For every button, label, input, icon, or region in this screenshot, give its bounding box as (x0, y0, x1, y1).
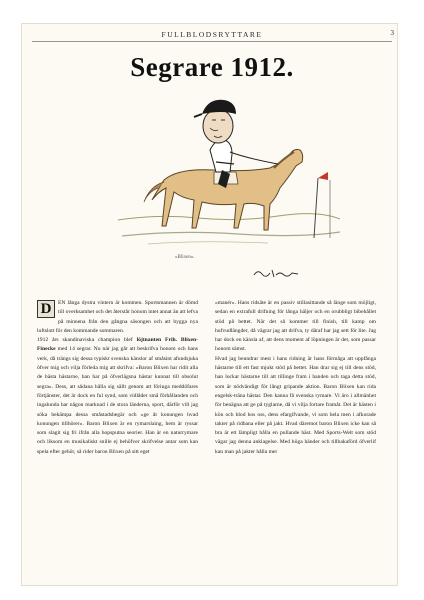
drop-cap: D (37, 300, 55, 318)
illustration-caption: »Blixen«. (175, 255, 195, 260)
page-number: 3 (390, 29, 394, 37)
article-paragraph (215, 299, 376, 355)
paragraph-text: »manér». Hans ridsäte är en passiv stillasittande så länge som möjligt, sedan en extrafull drifning för långa häljer och en orubbligt bibehållet stöd på bettet. När det så kommer till finish, till kamp om hufvudlängder, då vägrar jag att drifva, ty däraf har jag sett för lite. Jag har dock en känsla af, att dens moment af löpningen är det, som passar honom sämst. (215, 300, 376, 353)
article-column-right (215, 299, 376, 457)
article-paragraph (215, 355, 376, 457)
paragraph-text: Hvad jag beundrar mest i hans ridning är hans förmåga att uppfånga hästarne till ett fast mjukt stöd på bettet. Han drar sig ej till dens stöd, han lockar hästarne till att tillinge fram i handen och taga detta stöd, som är nödvändigt för långt gripande aktion. Baron Blixen kan rida engelsk-träna hästar. Den kanna få svenska rymare. Vi äro i allmänhet för benägna att ge på tyglarne, då vi vilja fortare framåt. Det är hästen i kön och blod hos oss, dens efargifvande, vi som hela men i afkorade takter på ridbana eller på jakt. Hvad däremot baron Blixen icke kan så bra är ett lämpligt hålla en pullande häst. Med Sports-Welt som stöd vägar jag denna anklagelse. Med höga händer och tillbakaförd öfverlif kan man på jakter hålla mer (215, 355, 376, 455)
article-column-left (37, 299, 198, 457)
header-rule (32, 41, 392, 42)
paragraph-text: EN långa dystra vintern är kommen. Sportsmannen är dömd till overksamhet och det återstår honom intet annat än att lefva på minnena från den gångna säsongen och att bygga nya luftslott för den kommande sommaren. (37, 300, 198, 334)
paragraph-text: med 14 segrar. Nu när jag går att beskrifva honom och hans verk, då trängs sig dessa typiskt svenska känslor af småsint afundsjuka öfver mig och vilja förleda mig att skrifva: »Baron Blixen har ridit alla de bästa hästarne, han har på öfverlägsna hästar kunnat till obsolut segra». Dess, att sådana hålla sig sällt genom att föringa meddöfares förtjänster, det är dock en ful synd, som vidlåder små förhållanden och ingalunda har någon marknad i de stora länderna, sport, därför vill jag söka bekämpa dessa småstadsbegär och »ge åt konungen hvad konungen tillhörer». Baron Blixen är en rymarslaing, hem är ryssar som slagit sig fri ifrån alla hopsputna seorier. Han är en naturrymare och liksom en musikaliskt snille ej behöfver skrifvelse antar som kan spela efter gehör, så rider baron Blixen på sitt eget (37, 346, 198, 455)
article-paragraph (37, 299, 198, 336)
article-body (37, 299, 385, 571)
article-title: Segrare 1912. (130, 52, 294, 82)
artist-signature (252, 265, 300, 281)
paragraph-text: 1912 års skandinaviska champion blef (37, 337, 137, 344)
running-head: FULLBLODSRYTTARE (161, 30, 263, 39)
jockey-horse-illustration (118, 88, 340, 253)
article-paragraph (37, 336, 198, 457)
rider-name: löjtnanten Frih. Blixen-Finecke (37, 337, 198, 353)
